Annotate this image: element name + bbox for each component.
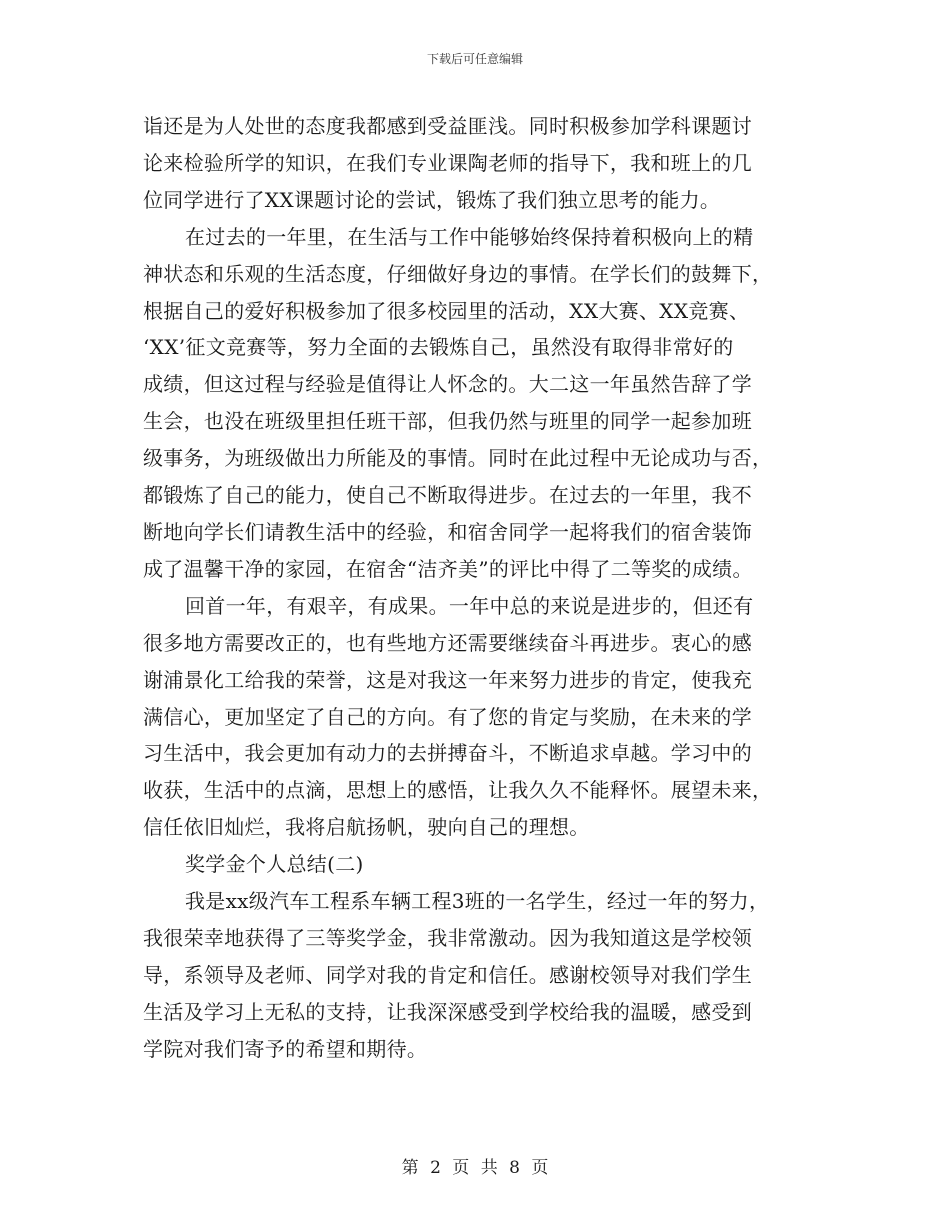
- text-line: ‘XX’征文竞赛等，努力全面的去锻炼自己，虽然没有取得非常好的: [143, 335, 734, 360]
- page-footer: 第 2 页 共 8 页: [401, 1158, 549, 1178]
- text-line: 回首一年，有艰辛，有成果。一年中总的来说是进步的，但还有: [185, 593, 754, 618]
- text-line: 神状态和乐观的生活态度，仔细做好身边的事情。在学长们的鼓舞下，: [143, 261, 773, 286]
- text-line: 成绩，但这过程与经验是值得让人怀念的。大二这一年虽然告辞了学: [143, 372, 752, 397]
- paragraph: [143, 883, 815, 1068]
- text-line: 导，系领导及老师、同学对我的肯定和信任。感谢校领导对我们学生: [143, 962, 752, 987]
- text-line: 收获，生活中的点滴，思想上的感悟，让我久久不能释怀。展望未来，: [143, 778, 773, 803]
- text-line: 我是xx级汽车工程系车辆工程3班的一名学生，经过一年的努力，: [185, 889, 770, 914]
- text-line: 信任依旧灿烂，我将启航扬帆，驶向自己的理想。: [143, 815, 590, 840]
- text-line: 成了温馨干净的家园，在宿舍“洁齐美”的评比中得了二等奖的成绩。: [143, 556, 753, 581]
- text-line: 学院对我们寄予的希望和期待。: [143, 1036, 428, 1061]
- text-line: 生会，也没在班级里担任班干部，但我仍然与班里的同学一起参加班: [143, 409, 752, 434]
- paragraph: [143, 588, 815, 846]
- section-heading: [143, 846, 815, 883]
- paragraph: [143, 219, 815, 588]
- text-line: 习生活中，我会更加有动力的去拼搏奋斗，不断追求卓越。学习中的: [143, 741, 752, 766]
- text-line: 位同学进行了XX课题讨论的尝试，锻炼了我们独立思考的能力。: [143, 187, 721, 212]
- text-line: 我很荣幸地获得了三等奖学金，我非常激动。因为我知道这是学校领: [143, 925, 752, 950]
- text-line: 断地向学长们请教生活中的经验，和宿舍同学一起将我们的宿舍装饰: [143, 519, 752, 544]
- paragraph: [143, 108, 815, 219]
- page-header: 下载后可任意编辑: [426, 52, 523, 66]
- text-line: 都锻炼了自己的能力，使自己不断取得进步。在过去的一年里，我不: [143, 483, 752, 508]
- text-line: 论来检验所学的知识，在我们专业课陶老师的指导下，我和班上的几: [143, 150, 752, 175]
- text-line: 生活及学习上无私的支持，让我深深感受到学校给我的温暖，感受到: [143, 999, 752, 1024]
- text-line: 在过去的一年里，在生活与工作中能够始终保持着积极向上的精: [185, 224, 754, 249]
- text-line: 奖学金个人总结(二): [185, 852, 364, 877]
- text-line: 很多地方需要改正的，也有些地方还需要继续奋斗再进步。衷心的感: [143, 630, 752, 655]
- document-body: [143, 108, 815, 1068]
- text-line: 诣还是为人处世的态度我都感到受益匪浅。同时积极参加学科课题讨: [143, 114, 752, 138]
- text-line: 级事务，为班级做出力所能及的事情。同时在此过程中无论成功与否，: [143, 446, 773, 471]
- text-line: 根据自己的爱好积极参加了很多校园里的活动，XX大赛、XX竞赛、: [143, 298, 750, 323]
- text-line: 满信心，更加坚定了自己的方向。有了您的肯定与奖励，在未来的学: [143, 704, 752, 729]
- text-line: 谢浦景化工给我的荣誉，这是对我这一年来努力进步的肯定，使我充: [143, 667, 752, 692]
